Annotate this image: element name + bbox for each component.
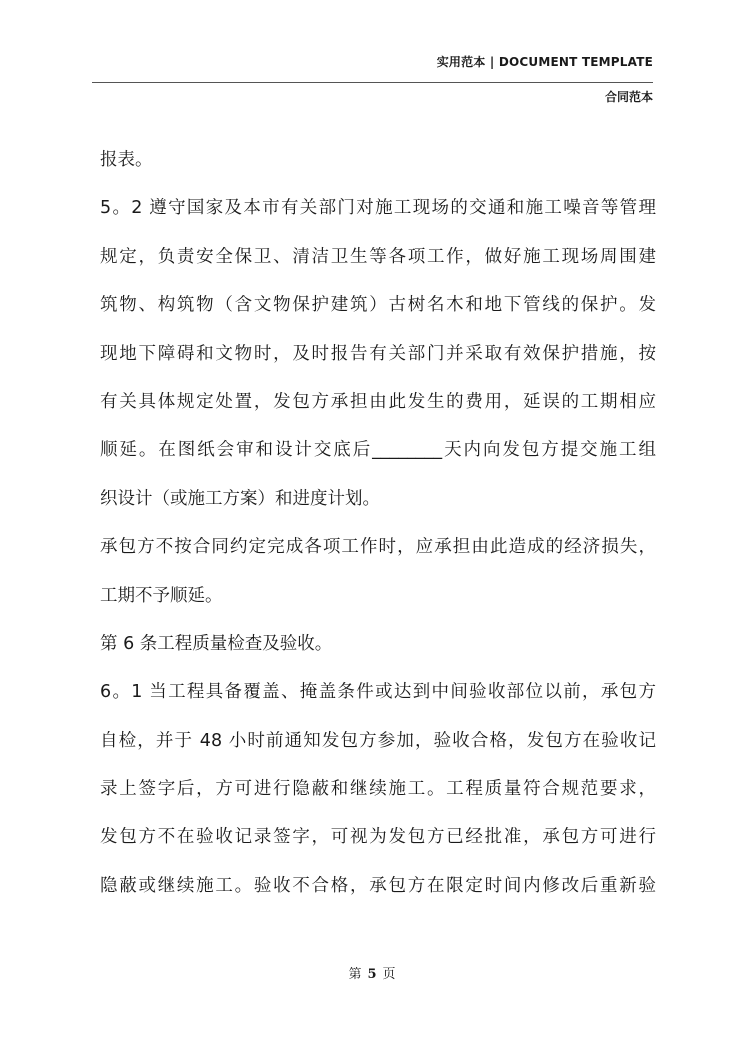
text-line: 织设计（或施工方案）和进度计划。 — [100, 488, 380, 509]
page-number: 5 — [367, 967, 377, 982]
text-line: 工期不予顺延。 — [100, 585, 223, 606]
text-line: 发包方不在验收记录签字，可视为发包方已经批准，承包方可进行 — [100, 827, 656, 848]
text-line: 顺延。在图纸会审和设计交底后________天内向发包方提交施工组 — [100, 440, 656, 461]
text-line: 6。1 当工程具备覆盖、掩盖条件或达到中间验收部位以前，承包方 — [100, 682, 656, 703]
text-line: 规定，负责安全保卫、清洁卫生等各项工作，做好施工现场周围建 — [100, 246, 656, 267]
text-line: 现地下障碍和文物时，及时报告有关部门并采取有效保护措施，按 — [100, 343, 656, 364]
text-line: 承包方不按合同约定完成各项工作时，应承担由此造成的经济损失， — [100, 537, 656, 558]
text-line: 报表。 — [100, 150, 153, 170]
footer-prefix: 第 — [348, 967, 362, 982]
body-text — [100, 136, 656, 910]
footer-suffix: 页 — [382, 967, 396, 982]
text-line: 筑物、构筑物（含文物保护建筑）古树名木和地下管线的保护。发 — [100, 295, 656, 316]
page-footer — [0, 963, 744, 982]
text-line: 自检，并于 48 小时前通知发包方参加，验收合格，发包方在验收记 — [100, 730, 656, 751]
text-line: 5。2 遵守国家及本市有关部门对施工现场的交通和施工噪音等管理 — [100, 198, 656, 219]
text-line: 第 6 条工程质量检查及验收。 — [100, 633, 333, 654]
text-line: 录上签字后，方可进行隐蔽和继续施工。工程质量符合规范要求， — [100, 779, 656, 800]
header-title: 实用范本 | DOCUMENT TEMPLATE — [436, 55, 653, 69]
text-line: 隐蔽或继续施工。验收不合格，承包方在限定时间内修改后重新验 — [100, 875, 656, 896]
header-subtitle: 合同范本 — [604, 90, 653, 104]
header-divider — [92, 82, 653, 83]
text-line: 有关具体规定处置，发包方承担由此发生的费用，延误的工期相应 — [100, 391, 656, 412]
